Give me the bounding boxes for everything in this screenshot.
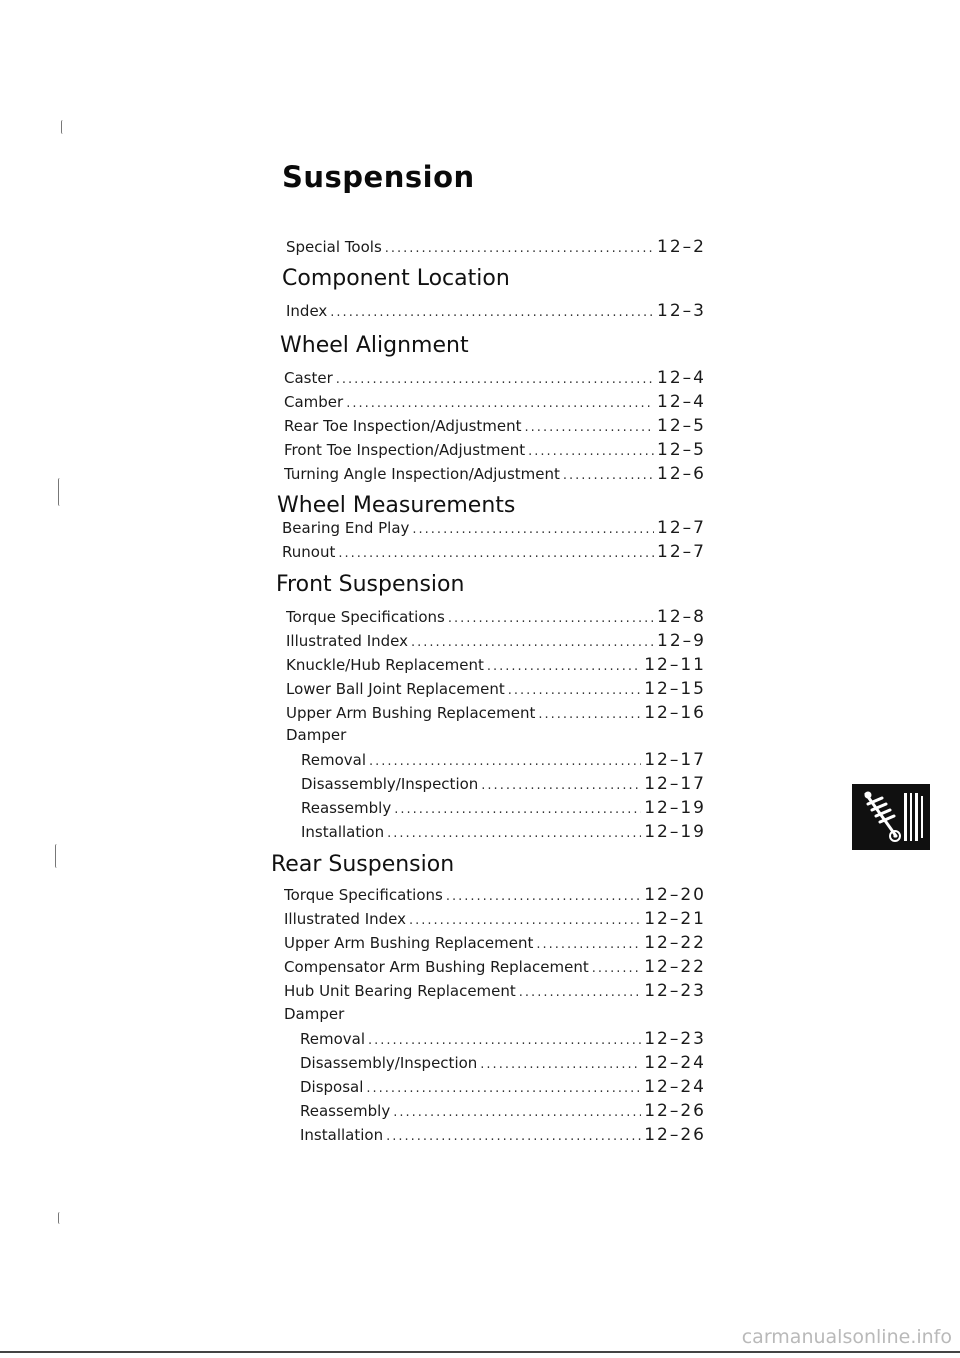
toc-entry[interactable]: [284, 933, 706, 953]
toc-entry-label: Hub Unit Bearing Replacement: [284, 982, 516, 1000]
toc-entry-page: 12–6: [657, 464, 706, 484]
toc-entry[interactable]: [284, 392, 706, 412]
scan-mark: [58, 478, 62, 506]
leader-dots: [369, 754, 641, 769]
watermark: carmanualsonline.info: [741, 1326, 952, 1348]
toc-entry-page: 12–4: [657, 392, 706, 412]
toc-entry[interactable]: [301, 798, 706, 818]
toc-entry-page: 12–5: [657, 440, 706, 460]
toc-entry[interactable]: [284, 909, 706, 929]
toc-entry-page: 12–19: [644, 798, 706, 818]
toc-entry-page: 12–4: [657, 368, 706, 388]
toc-entry-page: 12–19: [644, 822, 706, 842]
toc-entry-label: Removal: [301, 751, 367, 769]
toc-entry-page: 12–8: [657, 607, 706, 627]
leader-dots: [338, 546, 654, 561]
section-heading: Wheel Alignment: [280, 333, 469, 358]
toc-entry-label: Disassembly/Inspection: [301, 775, 479, 793]
scan-mark: [58, 1212, 62, 1224]
toc-entry-page: 12–7: [657, 542, 706, 562]
toc-entry-page: 12–16: [644, 703, 706, 723]
leader-dots: [448, 611, 654, 626]
toc-entry-label: Torque Specifications: [284, 886, 443, 904]
toc-entry-page: 12–22: [644, 957, 706, 977]
leader-dots: [528, 444, 654, 459]
toc-entry[interactable]: [300, 1077, 706, 1097]
section-tab[interactable]: [852, 784, 930, 850]
toc-entry-label: Knuckle/Hub Replacement: [286, 656, 484, 674]
toc-entry-page: 12–23: [644, 981, 706, 1001]
leader-dots: [386, 1129, 641, 1144]
toc-entry-label: Camber: [284, 393, 344, 411]
toc-entry-page: 12–9: [657, 631, 706, 651]
toc-entry[interactable]: [286, 607, 706, 627]
toc-entry-page: 12–24: [644, 1077, 706, 1097]
toc-entry-label: Illustrated Index: [284, 910, 407, 928]
toc-entry-page: 12–22: [644, 933, 706, 953]
leader-dots: [536, 937, 641, 952]
toc-entry-page: 12–26: [644, 1101, 706, 1121]
leader-dots: [387, 826, 641, 841]
toc-entry-label: Front Toe Inspection/Adjustment: [284, 441, 526, 459]
toc-entry-label: Installation: [301, 823, 385, 841]
toc-entry[interactable]: [282, 542, 706, 562]
scan-mark: [61, 120, 65, 134]
toc-entry[interactable]: [282, 518, 706, 538]
toc-entry-page: 12–5: [657, 416, 706, 436]
toc-entry-page: 12–17: [644, 750, 706, 770]
toc-entry[interactable]: [300, 1029, 706, 1049]
leader-dots: [330, 305, 654, 320]
toc-entry-label: Upper Arm Bushing Replacement: [284, 934, 534, 952]
toc-entry-label: Installation: [300, 1126, 384, 1144]
toc-entry-label: Illustrated Index: [286, 632, 409, 650]
toc-entry[interactable]: [284, 416, 706, 436]
toc-entry-label: Reassembly: [301, 799, 392, 817]
leader-dots: [336, 372, 654, 387]
toc-entry[interactable]: [284, 440, 706, 460]
toc-entry-label: Index: [286, 302, 328, 320]
toc-entry-page: 12–23: [644, 1029, 706, 1049]
leader-dots: [346, 396, 654, 411]
leader-dots: [411, 635, 654, 650]
toc-entry-label: Disposal: [300, 1078, 364, 1096]
toc-entry-label: Runout: [282, 543, 336, 561]
leader-dots: [481, 778, 641, 793]
toc-entry[interactable]: [300, 1101, 706, 1121]
toc-entry-page: 12–26: [644, 1125, 706, 1145]
leader-dots: [412, 522, 654, 537]
suspension-spring-icon: [852, 784, 930, 850]
toc-entry-page: 12–21: [644, 909, 706, 929]
toc-entry-label: Reassembly: [300, 1102, 391, 1120]
toc-entry-page: 12–20: [644, 885, 706, 905]
toc-entry-label: Torque Specifications: [286, 608, 445, 626]
section-heading: Rear Suspension: [271, 852, 455, 877]
toc-entry[interactable]: [284, 368, 706, 388]
page-title: Suspension: [282, 160, 475, 194]
toc-entry-label: Compensator Arm Bushing Replacement: [284, 958, 589, 976]
toc-entry[interactable]: [284, 957, 706, 977]
toc-entry[interactable]: [286, 655, 706, 675]
toc-subgroup-label: Damper: [286, 726, 347, 744]
leader-dots: [519, 985, 641, 1000]
toc-entry-label: Rear Toe Inspection/Adjustment: [284, 417, 522, 435]
toc-entry[interactable]: [286, 237, 706, 257]
leader-dots: [409, 913, 641, 928]
section-heading: Component Location: [282, 266, 510, 291]
toc-entry-page: 12–7: [657, 518, 706, 538]
toc-entry[interactable]: [286, 301, 706, 321]
toc-entry[interactable]: [284, 981, 706, 1001]
toc-entry[interactable]: [301, 774, 706, 794]
toc-entry[interactable]: [284, 464, 706, 484]
leader-dots: [393, 1105, 641, 1120]
toc-entry-label: Disassembly/Inspection: [300, 1054, 478, 1072]
toc-entry[interactable]: [286, 631, 706, 651]
leader-dots: [592, 961, 642, 976]
toc-entry-label: Bearing End Play: [282, 519, 410, 537]
toc-entry-label: Lower Ball Joint Replacement: [286, 680, 505, 698]
leader-dots: [487, 659, 641, 674]
toc-entry-label: Special Tools: [286, 238, 382, 256]
toc-entry[interactable]: [301, 750, 706, 770]
leader-dots: [538, 707, 641, 722]
section-heading: Front Suspension: [276, 572, 465, 597]
page-bottom-rule: [0, 1351, 960, 1353]
toc-entry-label: Upper Arm Bushing Replacement: [286, 704, 536, 722]
scan-mark: [55, 844, 59, 868]
leader-dots: [394, 802, 641, 817]
toc-subgroup-label: Damper: [284, 1005, 345, 1023]
leader-dots: [525, 420, 655, 435]
leader-dots: [563, 468, 654, 483]
leader-dots: [385, 241, 654, 256]
toc-entry-page: 12–24: [644, 1053, 706, 1073]
toc-entry-page: 12–11: [644, 655, 706, 675]
leader-dots: [508, 683, 641, 698]
leader-dots: [446, 889, 641, 904]
leader-dots: [366, 1081, 641, 1096]
leader-dots: [368, 1033, 641, 1048]
toc-entry-label: Turning Angle Inspection/Adjustment: [284, 465, 560, 483]
toc-entry-page: 12–3: [657, 301, 706, 321]
toc-entry[interactable]: [301, 822, 706, 842]
toc-entry-label: Caster: [284, 369, 333, 387]
toc-entry-page: 12–15: [644, 679, 706, 699]
section-heading: Wheel Measurements: [277, 493, 516, 518]
toc-entry[interactable]: [286, 703, 706, 723]
toc-entry[interactable]: [300, 1053, 706, 1073]
toc-entry[interactable]: [284, 885, 706, 905]
toc-entry-page: 12–2: [657, 237, 706, 257]
leader-dots: [480, 1057, 641, 1072]
toc-entry[interactable]: [286, 679, 706, 699]
toc-entry[interactable]: [300, 1125, 706, 1145]
toc-entry-label: Removal: [300, 1030, 366, 1048]
toc-entry-page: 12–17: [644, 774, 706, 794]
